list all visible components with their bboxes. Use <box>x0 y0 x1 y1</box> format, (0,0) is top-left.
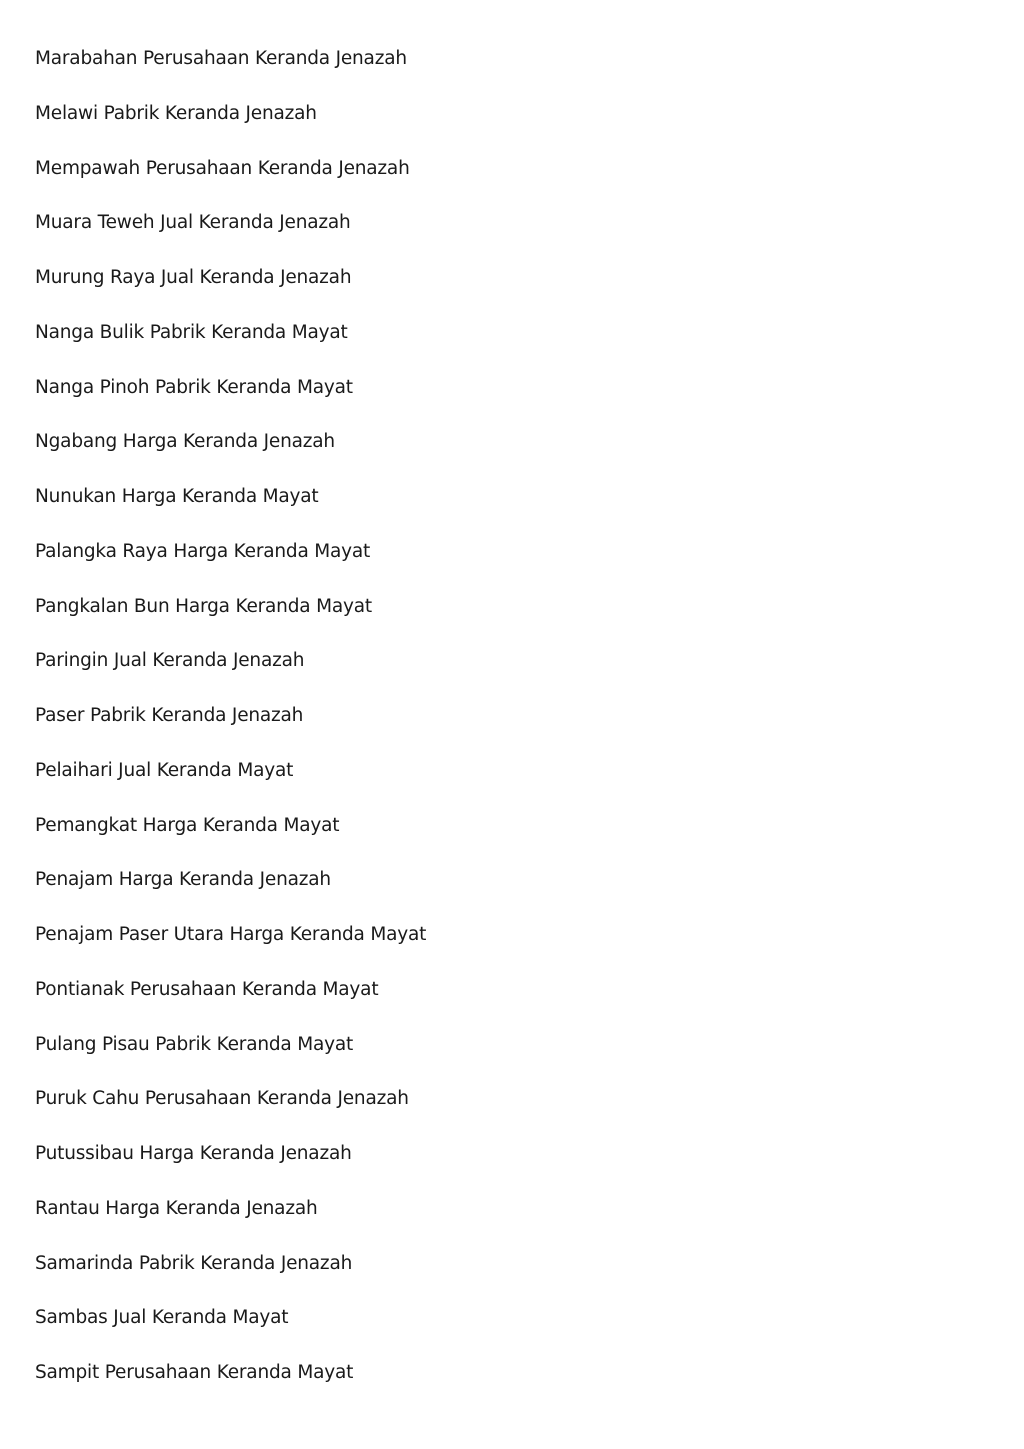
list-item: Marabahan Perusahaan Keranda Jenazah <box>35 48 407 69</box>
keyword-list <box>35 45 426 1414</box>
list-item: Penajam Harga Keranda Jenazah <box>35 869 331 891</box>
list-item: Murung Raya Jual Keranda Jenazah <box>35 267 352 288</box>
list-item: Paringin Jual Keranda Jenazah <box>35 650 305 672</box>
list-item: Nanga Pinoh Pabrik Keranda Mayat <box>35 376 353 398</box>
list-item: Palangka Raya Harga Keranda Mayat <box>35 540 371 562</box>
list-item: Rantau Harga Keranda Jenazah <box>35 1197 318 1219</box>
list-item: Penajam Paser Utara Harga Keranda Mayat <box>35 924 427 945</box>
list-item: Nunukan Harga Keranda Mayat <box>35 486 319 507</box>
list-item: Sampit Perusahaan Keranda Mayat <box>35 1362 354 1383</box>
list-item: Pelaihari Jual Keranda Mayat <box>35 759 294 781</box>
list-item: Melawi Pabrik Keranda Jenazah <box>35 102 317 124</box>
list-item: Samarinda Pabrik Keranda Jenazah <box>35 1252 353 1274</box>
list-item: Sambas Jual Keranda Mayat <box>35 1307 289 1329</box>
list-item: Muara Teweh Jual Keranda Jenazah <box>35 212 351 234</box>
list-item: Paser Pabrik Keranda Jenazah <box>35 705 304 726</box>
list-item: Puruk Cahu Perusahaan Keranda Jenazah <box>35 1088 409 1110</box>
list-item: Pemangkat Harga Keranda Mayat <box>35 814 340 836</box>
list-item: Pulang Pisau Pabrik Keranda Mayat <box>35 1033 354 1055</box>
list-item: Mempawah Perusahaan Keranda Jenazah <box>35 157 410 179</box>
list-item: Nanga Bulik Pabrik Keranda Mayat <box>35 321 348 343</box>
list-item: Pontianak Perusahaan Keranda Mayat <box>35 978 379 1000</box>
list-item: Pangkalan Bun Harga Keranda Mayat <box>35 595 372 617</box>
list-item: Ngabang Harga Keranda Jenazah <box>35 431 335 453</box>
list-item: Putussibau Harga Keranda Jenazah <box>35 1143 352 1164</box>
